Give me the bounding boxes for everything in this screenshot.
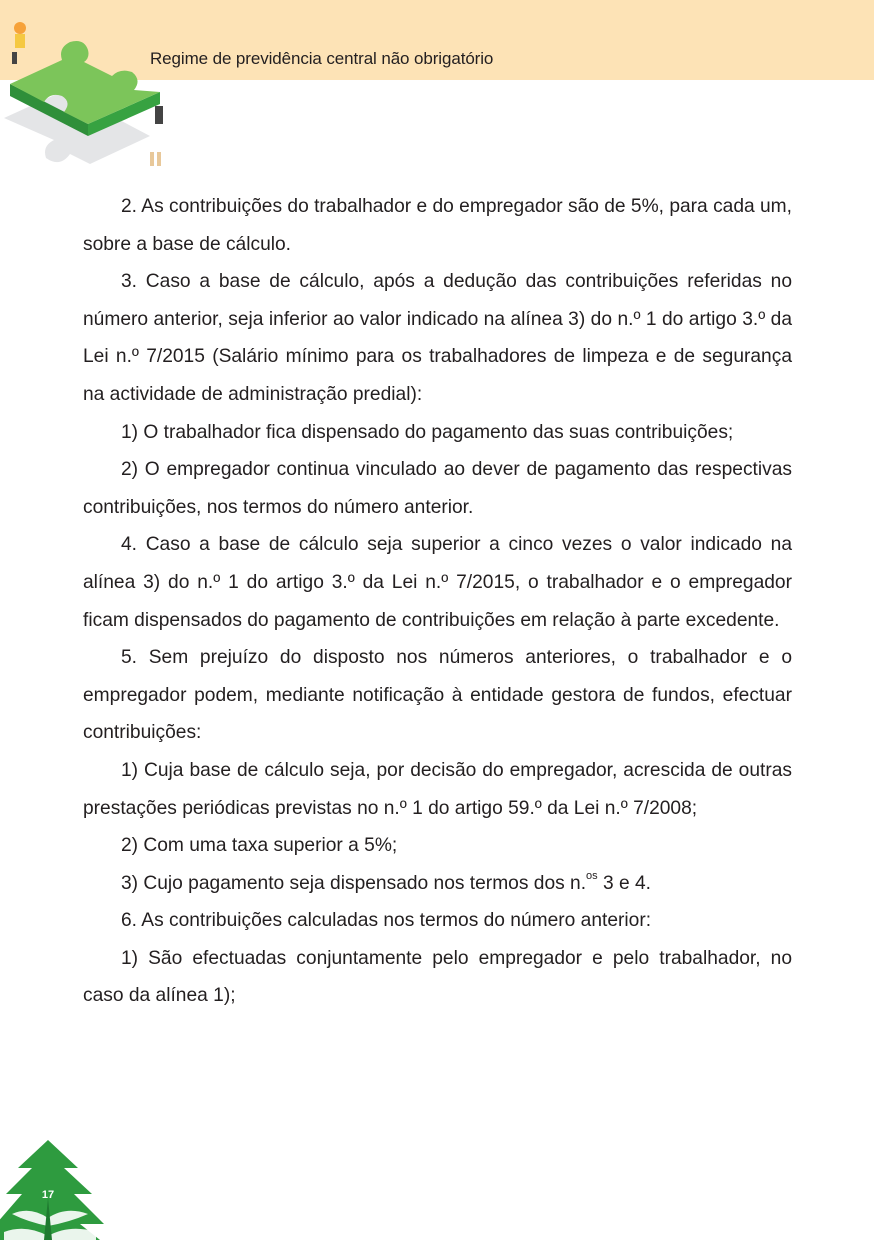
paragraph: 2. As contribuições do trabalhador e do empregador são de 5%, para cada um, sobre a base de cálculo. [83,196,792,255]
superscript: os [586,870,598,883]
paragraph: 2) Com uma taxa superior a 5%; [121,835,398,857]
paragraph-text: 3) Cujo pagamento seja dispensado nos termos dos n. [121,872,587,894]
page-number: 17 [41,1189,55,1201]
paragraph: 6. As contribuições calculadas nos termos do número anterior: [121,910,652,932]
paragraph: 2) O empregador continua vinculado ao dever de pagamento das respectivas contribuições, nos termos do número anterior. [83,459,792,518]
puzzle-illustration-icon [0,18,180,178]
paragraph-text: 3 e 4. [597,872,652,894]
paragraph: 5. Sem prejuízo do disposto nos números anteriores, o trabalhador e o empregador podem, mediante notificação à entidade gestora de fundos, efectuar contribuições: [83,647,792,744]
paragraph: 1) O trabalhador fica dispensado do pagamento das suas contribuições; [121,421,734,443]
paragraph: 4. Caso a base de cálculo seja superior a cinco vezes o valor indicado na alínea 3) do n.º 1 do artigo 3.º da Lei n.º 7/2015, o trabalhador e o empregador ficam dispensados do pagamento de contribuições em relação à parte excedente. [83,534,792,631]
paragraph-with-superscript [83,865,792,903]
header-title: Regime de previdência central não obrigatório [150,49,494,68]
paragraph: 1) Cuja base de cálculo seja, por decisão do empregador, acrescida de outras prestações periódicas previstas no n.º 1 do artigo 59.º da Lei n.º 7/2008; [83,759,792,819]
paragraph: 1) São efectuadas conjuntamente pelo empregador e pelo trabalhador, no caso da alínea 1); [83,947,792,1007]
document-body [83,188,792,1015]
paragraph: 3. Caso a base de cálculo, após a dedução das contribuições referidas no número anterior, seja inferior ao valor indicado na alínea 3) do n.º 1 do artigo 3.º da Lei n.º 7/2015 (Salário mínimo para os trabalhadores de limpeza e de segurança na actividade de administração predial): [83,271,792,405]
